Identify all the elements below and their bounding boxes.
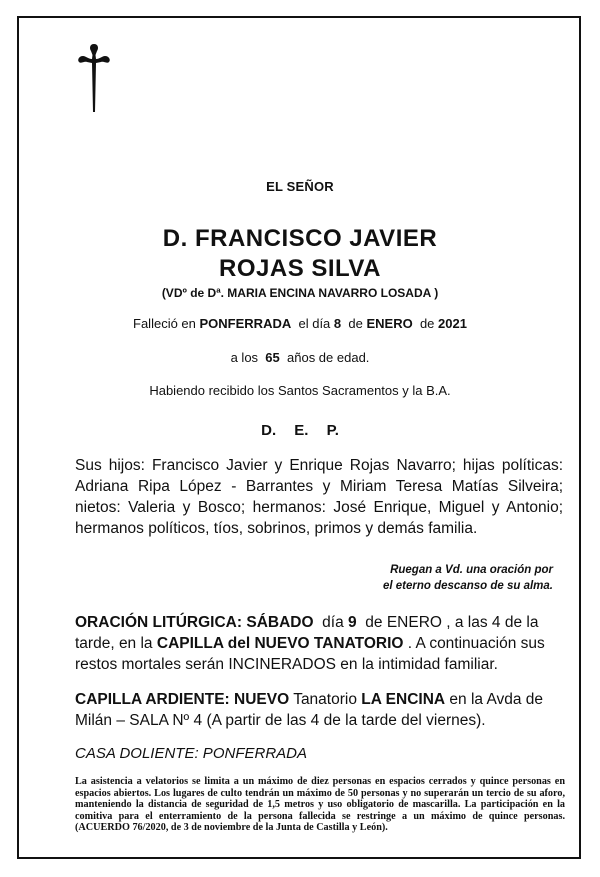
death-year: 2021 [438, 316, 467, 331]
chapel-nuevo: NUEVO [234, 691, 290, 708]
chapel-text2: en la Avda de Milán – SALA Nº 4 (A partir de las 4 de la tarde del viernes). [75, 691, 544, 729]
family-paragraph: Sus hijos: Francisco Javier y Enrique Rojas Navarro; hijas políticas: Adriana Ripa López - Barrantes y Miriam Teresa Matías Silveira; nietos: Valeria y Bosco; hermanos: José Enrique, Miguel y Antonio; hermanos políticos, tíos, sobrinos, primos y demás familia. [75, 457, 563, 537]
mass-place: CAPILLA del NUEVO TANATORIO [156, 635, 404, 652]
mass-day-name: SÁBADO [246, 614, 314, 631]
prayer-request [383, 562, 553, 594]
death-day: 8 [333, 316, 342, 331]
death-prefix: Falleció en [133, 316, 196, 331]
mourning-house: CASA DOLIENTE: PONFERRADA [75, 745, 307, 762]
prayer-line1: Ruegan a Vd. una oración por [390, 564, 553, 576]
prayer-line2: el eterno descanso de su alma. [382, 580, 553, 592]
dep-line: D. E. P. [261, 422, 339, 439]
sacraments-line: Habiendo recibido los Santos Sacramentos y la B.A. [149, 383, 451, 398]
death-el-dia: el día [298, 316, 331, 331]
chapel-label: CAPILLA ARDIENTE: [75, 691, 230, 708]
death-line [0, 316, 600, 331]
age-value: 65 [265, 350, 280, 365]
age-prefix: a los [230, 350, 259, 365]
age-line [0, 350, 600, 365]
deceased-name-line2: ROJAS SILVA [219, 255, 381, 282]
chapel-text1: Tanatorio [293, 691, 357, 708]
mass-day: 9 [348, 614, 357, 631]
death-place: PONFERRADA [199, 316, 292, 331]
chapel-paragraph [75, 689, 565, 731]
cross-icon [70, 42, 118, 114]
chapel-name: LA ENCINA [361, 691, 446, 708]
covid-notice: La asistencia a velatorios se limita a un máximo de diez personas en espacios cerrados y quince personas en espacios abiertos. Los lugares de culto tendrán un máximo de 50 personas y no superarán un tercio de su aforo, manteniendo la distancia de seguridad de 1,5 metros y uso obligatorio de mascarilla. La participación en la comitiva para el enterramiento de la persona fallecida se restringe a un máximo de quince personas. (ACUERDO 76/2020, de 3 de noviembre de la Junta de Castilla y León). [75, 776, 565, 834]
header-title: EL SEÑOR [266, 179, 334, 194]
mass-paragraph [75, 612, 565, 675]
deceased-name [0, 224, 600, 284]
mass-text3: . A continuación sus restos mortales serán INCINERADOS en la intimidad familiar. [75, 635, 545, 673]
mass-text2: de ENERO , a las 4 de la tarde, en la [75, 614, 539, 652]
mass-label: ORACIÓN LITÚRGICA: [75, 614, 243, 631]
widower-line: (VDº de Dª. MARIA ENCINA NAVARRO LOSADA ) [161, 286, 439, 300]
deceased-name-line1: D. FRANCISCO JAVIER [162, 225, 438, 252]
mass-text1: día [322, 614, 344, 631]
age-suffix: años de edad. [287, 350, 370, 365]
death-de2: de [419, 316, 435, 331]
death-month: ENERO [366, 316, 413, 331]
death-de1: de [348, 316, 363, 331]
